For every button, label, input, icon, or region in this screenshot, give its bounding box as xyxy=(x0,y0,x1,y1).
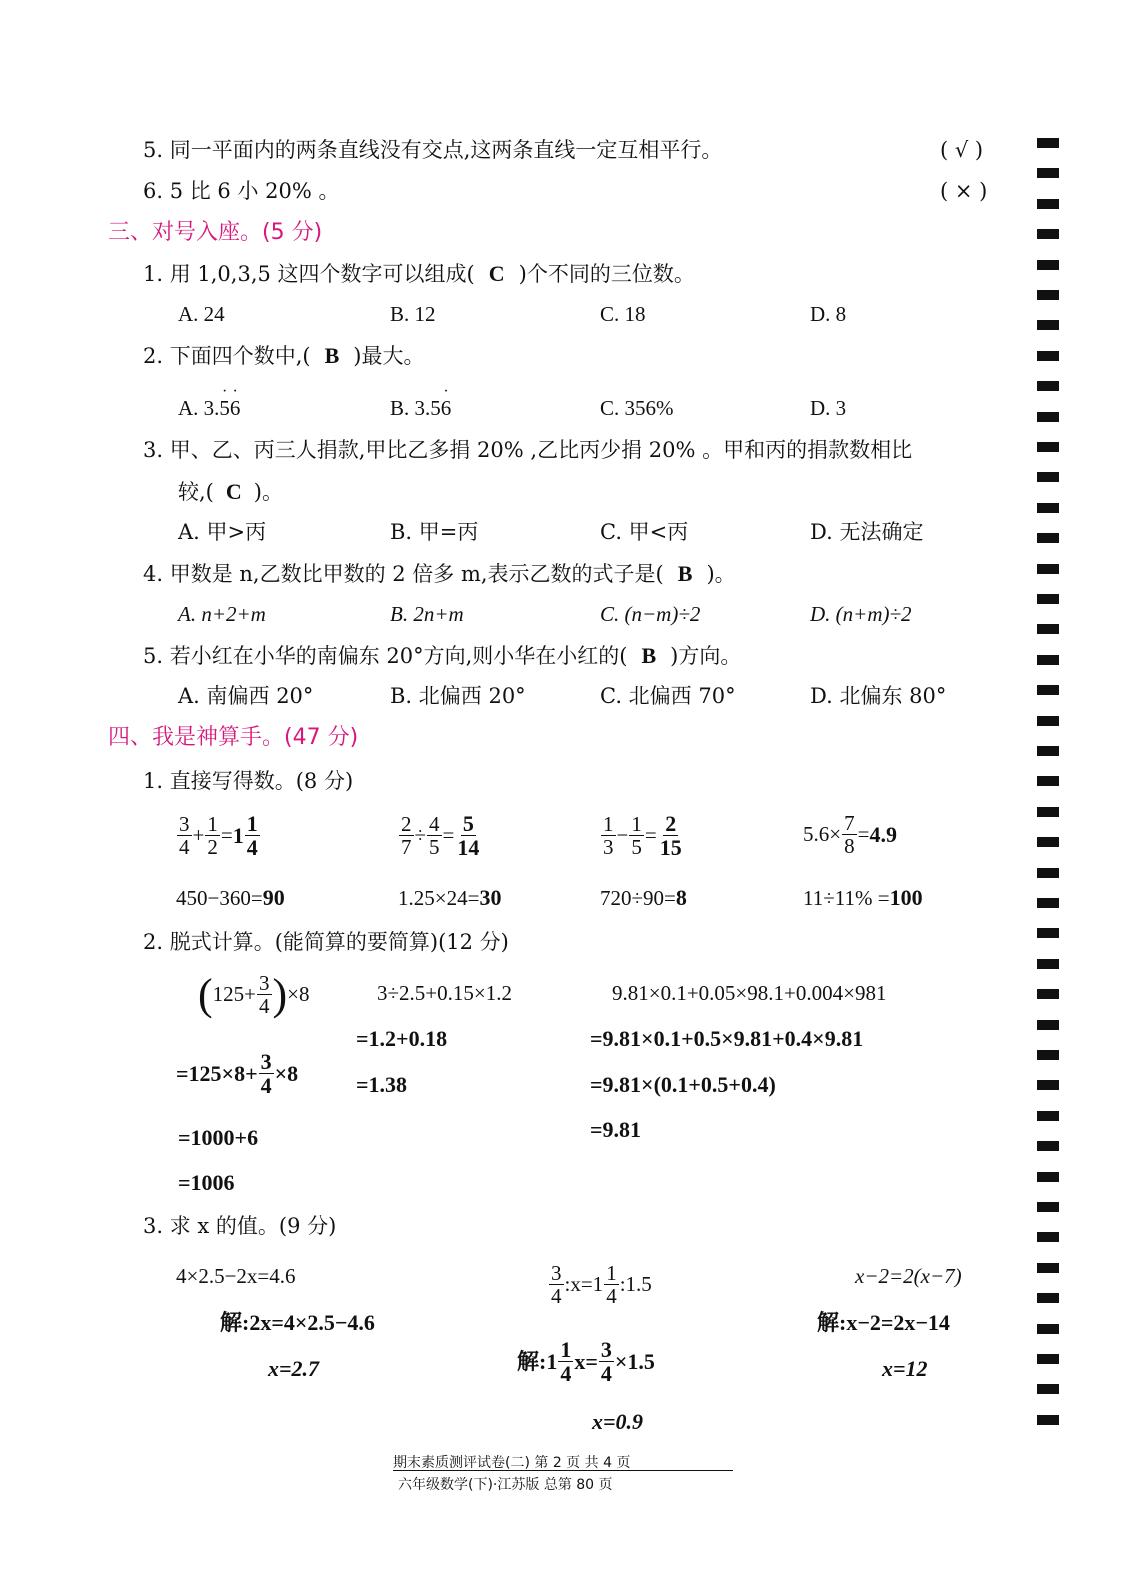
q5-opt-b: B. 北偏西 20° xyxy=(390,684,526,708)
edge-marker xyxy=(1037,1324,1059,1334)
edge-marker xyxy=(1037,594,1059,604)
q2-opt-a: A. 3.· 5· 6 xyxy=(178,398,240,419)
edge-marker xyxy=(1037,868,1059,878)
edge-marker xyxy=(1037,624,1059,634)
p2-calc-3-step-3: =9.81 xyxy=(590,1117,642,1142)
tf-item-6: 6. 5 比 6 小 20% 。 xyxy=(143,179,340,203)
q3-answer: C xyxy=(225,479,242,504)
edge-marker xyxy=(1037,1384,1059,1394)
p2-calc-1-question: ( 125+ $\frac{3}{4}$ ) ×8 xyxy=(198,969,310,1019)
p2-calc-2-step-1: =1.2+0.18 xyxy=(356,1026,448,1051)
tf-item-5: 5. 同一平面内的两条直线没有交点,这两条直线一定互相平行。 xyxy=(143,138,723,162)
edge-marker xyxy=(1037,1202,1059,1212)
p2-calc-3-question: 9.81×0.1+0.05×98.1+0.004×981 xyxy=(612,981,887,1005)
p2-calc-1-step-1: =125×8+ $\frac{3}{4}$ ×8 xyxy=(176,1049,299,1099)
edge-marker xyxy=(1037,138,1059,148)
footer-line-2: 六年级数学(下)·江苏版 总第 80 页 xyxy=(398,1477,613,1493)
tf-mark-6: ( × ) xyxy=(940,179,988,203)
p2-calc-1-step-2: =1000+6 xyxy=(178,1125,259,1150)
p2-calc-1-step-3: =1006 xyxy=(178,1170,235,1195)
q5-answer: B xyxy=(641,643,657,668)
q2-answer: B xyxy=(324,343,340,368)
edge-marker xyxy=(1037,898,1059,908)
edge-marker xyxy=(1037,199,1059,209)
p1-title: 1. 直接写得数。(8 分) xyxy=(143,769,354,793)
q3-opt-d: D. 无法确定 xyxy=(810,520,924,544)
edge-marker xyxy=(1037,442,1059,452)
edge-marker xyxy=(1037,1415,1059,1425)
tf-mark-5: ( √ ) xyxy=(940,138,984,162)
p3-eq-2-step-2: x=0.9 xyxy=(592,1409,644,1434)
q5-stem: 5. 若小红在小华的南偏东 20°方向,则小华在小红的( B )方向。 xyxy=(143,643,742,668)
q4-stem: 4. 甲数是 n,乙数比甲数的 2 倍多 m,表示乙数的式子是( B )。 xyxy=(143,561,736,586)
q4-answer: B xyxy=(677,561,693,586)
q2-opt-b: B. 3.5· 6 xyxy=(390,398,451,419)
edge-marker xyxy=(1037,1050,1059,1060)
edge-marker xyxy=(1037,472,1059,482)
edge-marker xyxy=(1037,1020,1059,1030)
q1-opt-c: C. 18 xyxy=(600,302,646,326)
edge-marker xyxy=(1037,564,1059,574)
p1-row2-4: 11÷11% =100 xyxy=(803,885,923,910)
q2-opt-d: D. 3 xyxy=(810,396,847,420)
q3-opt-c: C. 甲<丙 xyxy=(600,520,689,544)
p2-calc-3-step-2: =9.81×(0.1+0.5+0.4) xyxy=(590,1072,776,1097)
p3-eq-1-step-2: x=2.7 xyxy=(268,1356,320,1381)
p2-title: 2. 脱式计算。(能简算的要简算)(12 分) xyxy=(143,930,509,954)
p3-eq-1-step-1: 解:2x=4×2.5−4.6 xyxy=(220,1310,375,1335)
p1-expr-3: 1 3 − $\frac{1}{5}$ = $\frac{2}{15}$ xyxy=(603,811,682,861)
q1-stem: 1. 用 1,0,3,5 这四个数字可以组成( C )个不同的三位数。 xyxy=(143,261,695,286)
edge-marker xyxy=(1037,412,1059,422)
q3-line2: 较,( C )。 xyxy=(178,479,283,504)
edge-marker xyxy=(1037,320,1059,330)
section-3-title: 三、对号入座。(5 分) xyxy=(108,220,323,245)
edge-marker xyxy=(1037,290,1059,300)
edge-marker xyxy=(1037,381,1059,391)
q1-answer: C xyxy=(488,261,505,286)
edge-marker xyxy=(1037,716,1059,726)
edge-marker xyxy=(1037,1293,1059,1303)
p3-eq-2-step-1: 解:1 1 4 x= $\frac{3}{4}$ ×1.5 xyxy=(517,1337,655,1387)
q4-opt-b: B. 2n+m xyxy=(390,602,464,626)
p3-eq-3-step-2: x=12 xyxy=(882,1356,928,1381)
q4-opt-d: D. (n+m)÷2 xyxy=(810,602,912,626)
edge-marker xyxy=(1037,168,1059,178)
q1-opt-a: A. 24 xyxy=(178,302,225,326)
edge-marker xyxy=(1037,655,1059,665)
p1-row2-2: 1.25×24=30 xyxy=(398,885,502,910)
p1-expr-4: 5.6× $\frac{7}{8}$ = 4.9 xyxy=(803,811,897,859)
edge-marker xyxy=(1037,989,1059,999)
q3-opt-b: B. 甲=丙 xyxy=(390,520,479,544)
edge-marker xyxy=(1037,746,1059,756)
q5-opt-a: A. 南偏西 20° xyxy=(178,684,314,708)
edge-marker xyxy=(1037,1263,1059,1273)
edge-marker xyxy=(1037,837,1059,847)
q5-opt-d: D. 北偏东 80° xyxy=(810,684,947,708)
p3-eq-1-question: 4×2.5−2x=4.6 xyxy=(176,1264,296,1288)
p1-row2-3: 720÷90=8 xyxy=(600,885,687,910)
q4-opt-c: C. (n−m)÷2 xyxy=(600,602,701,626)
p1-expr-1: 3 4 + $\frac{1}{2}$ = 1 1 4 xyxy=(179,811,258,861)
p1-expr-2: $\frac{2}{7}$ ÷ $\frac{4}{5}$ = $\frac{5}{14}$ xyxy=(401,811,480,861)
p3-eq-3-question: x−2=2(x−7) xyxy=(855,1264,962,1288)
edge-marker xyxy=(1037,1141,1059,1151)
q2-stem: 2. 下面四个数中,( B )最大。 xyxy=(143,343,425,368)
q3-opt-a: A. 甲>丙 xyxy=(178,520,267,544)
p3-title: 3. 求 x 的值。(9 分) xyxy=(143,1214,337,1238)
edge-marker xyxy=(1037,776,1059,786)
p1-row2-1: 450−360=90 xyxy=(176,885,285,910)
p2-calc-2-question: 3÷2.5+0.15×1.2 xyxy=(377,981,512,1005)
q1-opt-b: B. 12 xyxy=(390,302,436,326)
edge-marker xyxy=(1037,959,1059,969)
edge-marker xyxy=(1037,260,1059,270)
footer-line-1: 期末素质测评试卷(二) 第 2 页 共 4 页 xyxy=(393,1455,631,1471)
p3-eq-2-question: 3 4 :x=1 1 4 :1.5 xyxy=(551,1261,652,1309)
p2-calc-2-step-2: =1.38 xyxy=(356,1072,408,1097)
edge-marker xyxy=(1037,928,1059,938)
p3-eq-3-step-1: 解:x−2=2x−14 xyxy=(817,1310,950,1335)
edge-marker xyxy=(1037,351,1059,361)
q4-opt-a: A. n+2+m xyxy=(178,602,266,626)
edge-marker xyxy=(1037,685,1059,695)
edge-marker xyxy=(1037,807,1059,817)
q2-opt-c: C. 356% xyxy=(600,396,674,420)
q3-line1: 3. 甲、乙、丙三人捐款,甲比乙多捐 20% ,乙比丙少捐 20% 。甲和丙的捐款数相比 xyxy=(143,438,913,462)
edge-marker xyxy=(1037,1111,1059,1121)
q1-opt-d: D. 8 xyxy=(810,302,847,326)
edge-marker xyxy=(1037,1232,1059,1242)
edge-marker xyxy=(1037,1172,1059,1182)
edge-marker xyxy=(1037,1080,1059,1090)
edge-marker xyxy=(1037,229,1059,239)
section-4-title: 四、我是神算手。(47 分) xyxy=(108,725,359,750)
edge-marker xyxy=(1037,533,1059,543)
p2-calc-3-step-1: =9.81×0.1+0.5×9.81+0.4×9.81 xyxy=(590,1026,864,1051)
q5-opt-c: C. 北偏西 70° xyxy=(600,684,736,708)
edge-marker xyxy=(1037,503,1059,513)
edge-marker xyxy=(1037,1354,1059,1364)
